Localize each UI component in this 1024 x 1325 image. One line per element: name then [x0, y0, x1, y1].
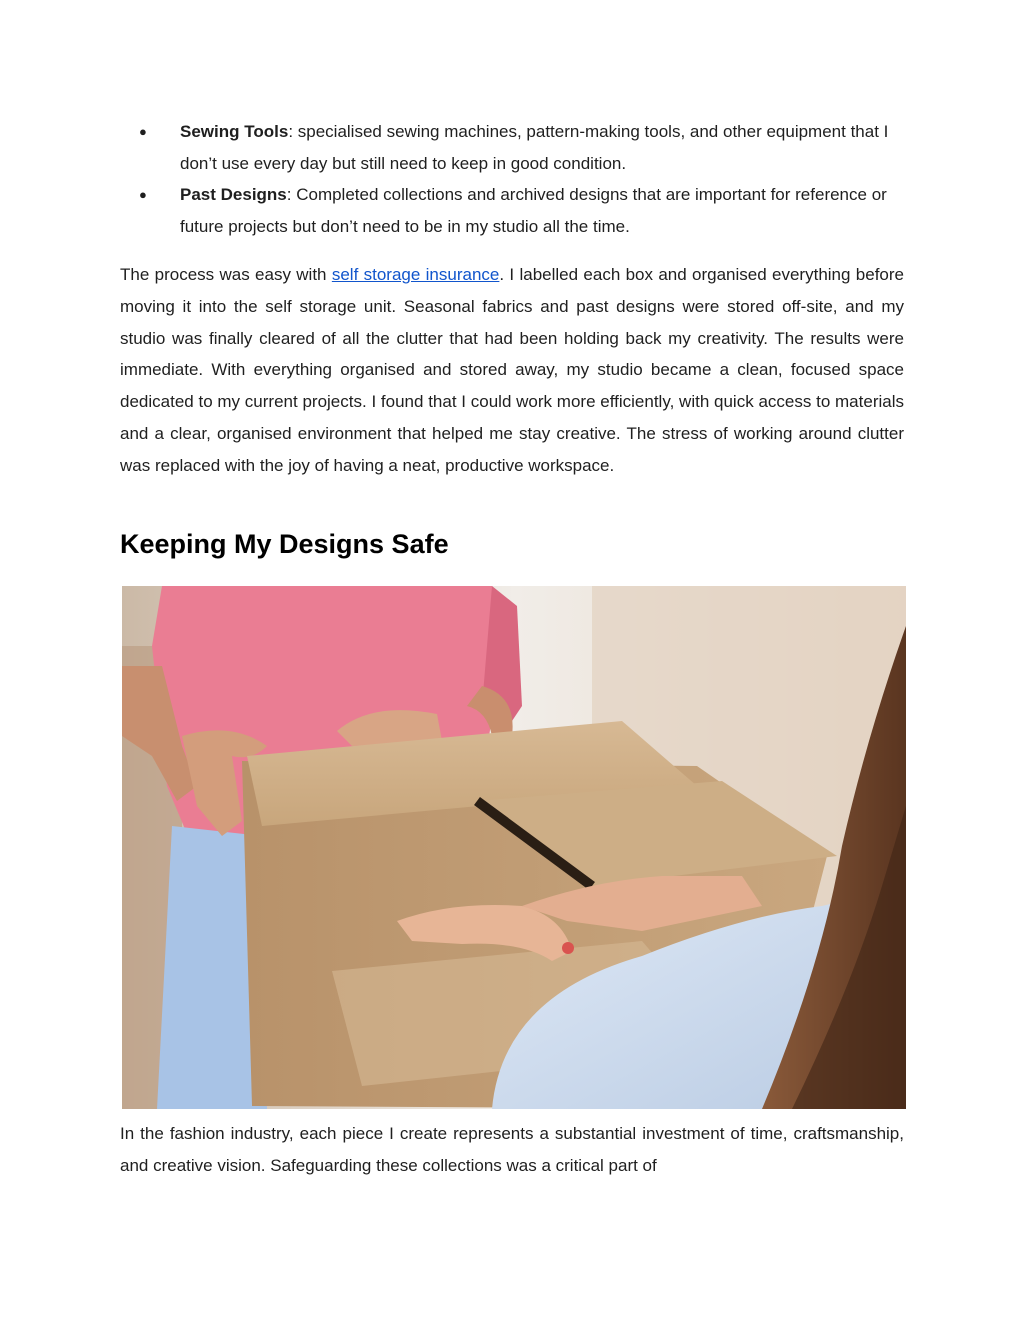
moving-box-photo: [122, 586, 906, 1109]
photo-illustration: [122, 586, 906, 1109]
bullet-icon: ●: [139, 187, 147, 202]
body-paragraph: [120, 259, 904, 482]
nail-polish: [562, 942, 574, 954]
bullet-list: [120, 116, 904, 242]
bullet-text: : specialised sewing machines, pattern-making tools, and other equipment that I don’t use every day but still need to keep in good condition.: [180, 122, 889, 173]
list-item: [120, 116, 904, 179]
bullet-term: Sewing Tools: [180, 122, 289, 141]
bullet-text: : Completed collections and archived designs that are important for reference or future projects but don’t need to be in my studio all the time.: [180, 185, 887, 236]
paragraph-text: The process was easy with: [120, 265, 332, 284]
self-storage-insurance-link[interactable]: self storage insurance: [331, 265, 500, 284]
paragraph-text: . I labelled each box and organised everything before moving it into the self storage unit. Seasonal fabrics and past designs were stored off-site, and my studio was finally cleared of all the clutter that had been holding back my creativity. The results were immediate. With everything organised and stored away, my studio became a clean, focused space dedicated to my current projects. I found that I could work more efficiently, with quick access to materials and a clear, organised environment that helped me stay creative. The stress of working around clutter was replaced with the joy of having a neat, productive workspace.: [120, 265, 904, 475]
bullet-icon: ●: [139, 124, 147, 139]
body-paragraph: In the fashion industry, each piece I create represents a substantial investment of time, craftsmanship, and creative vision. Safeguarding these collections was a critical part of: [120, 1124, 904, 1175]
list-item: [120, 179, 904, 242]
bullet-term: Past Designs: [180, 185, 287, 204]
section-heading: Keeping My Designs Safe: [120, 529, 449, 559]
